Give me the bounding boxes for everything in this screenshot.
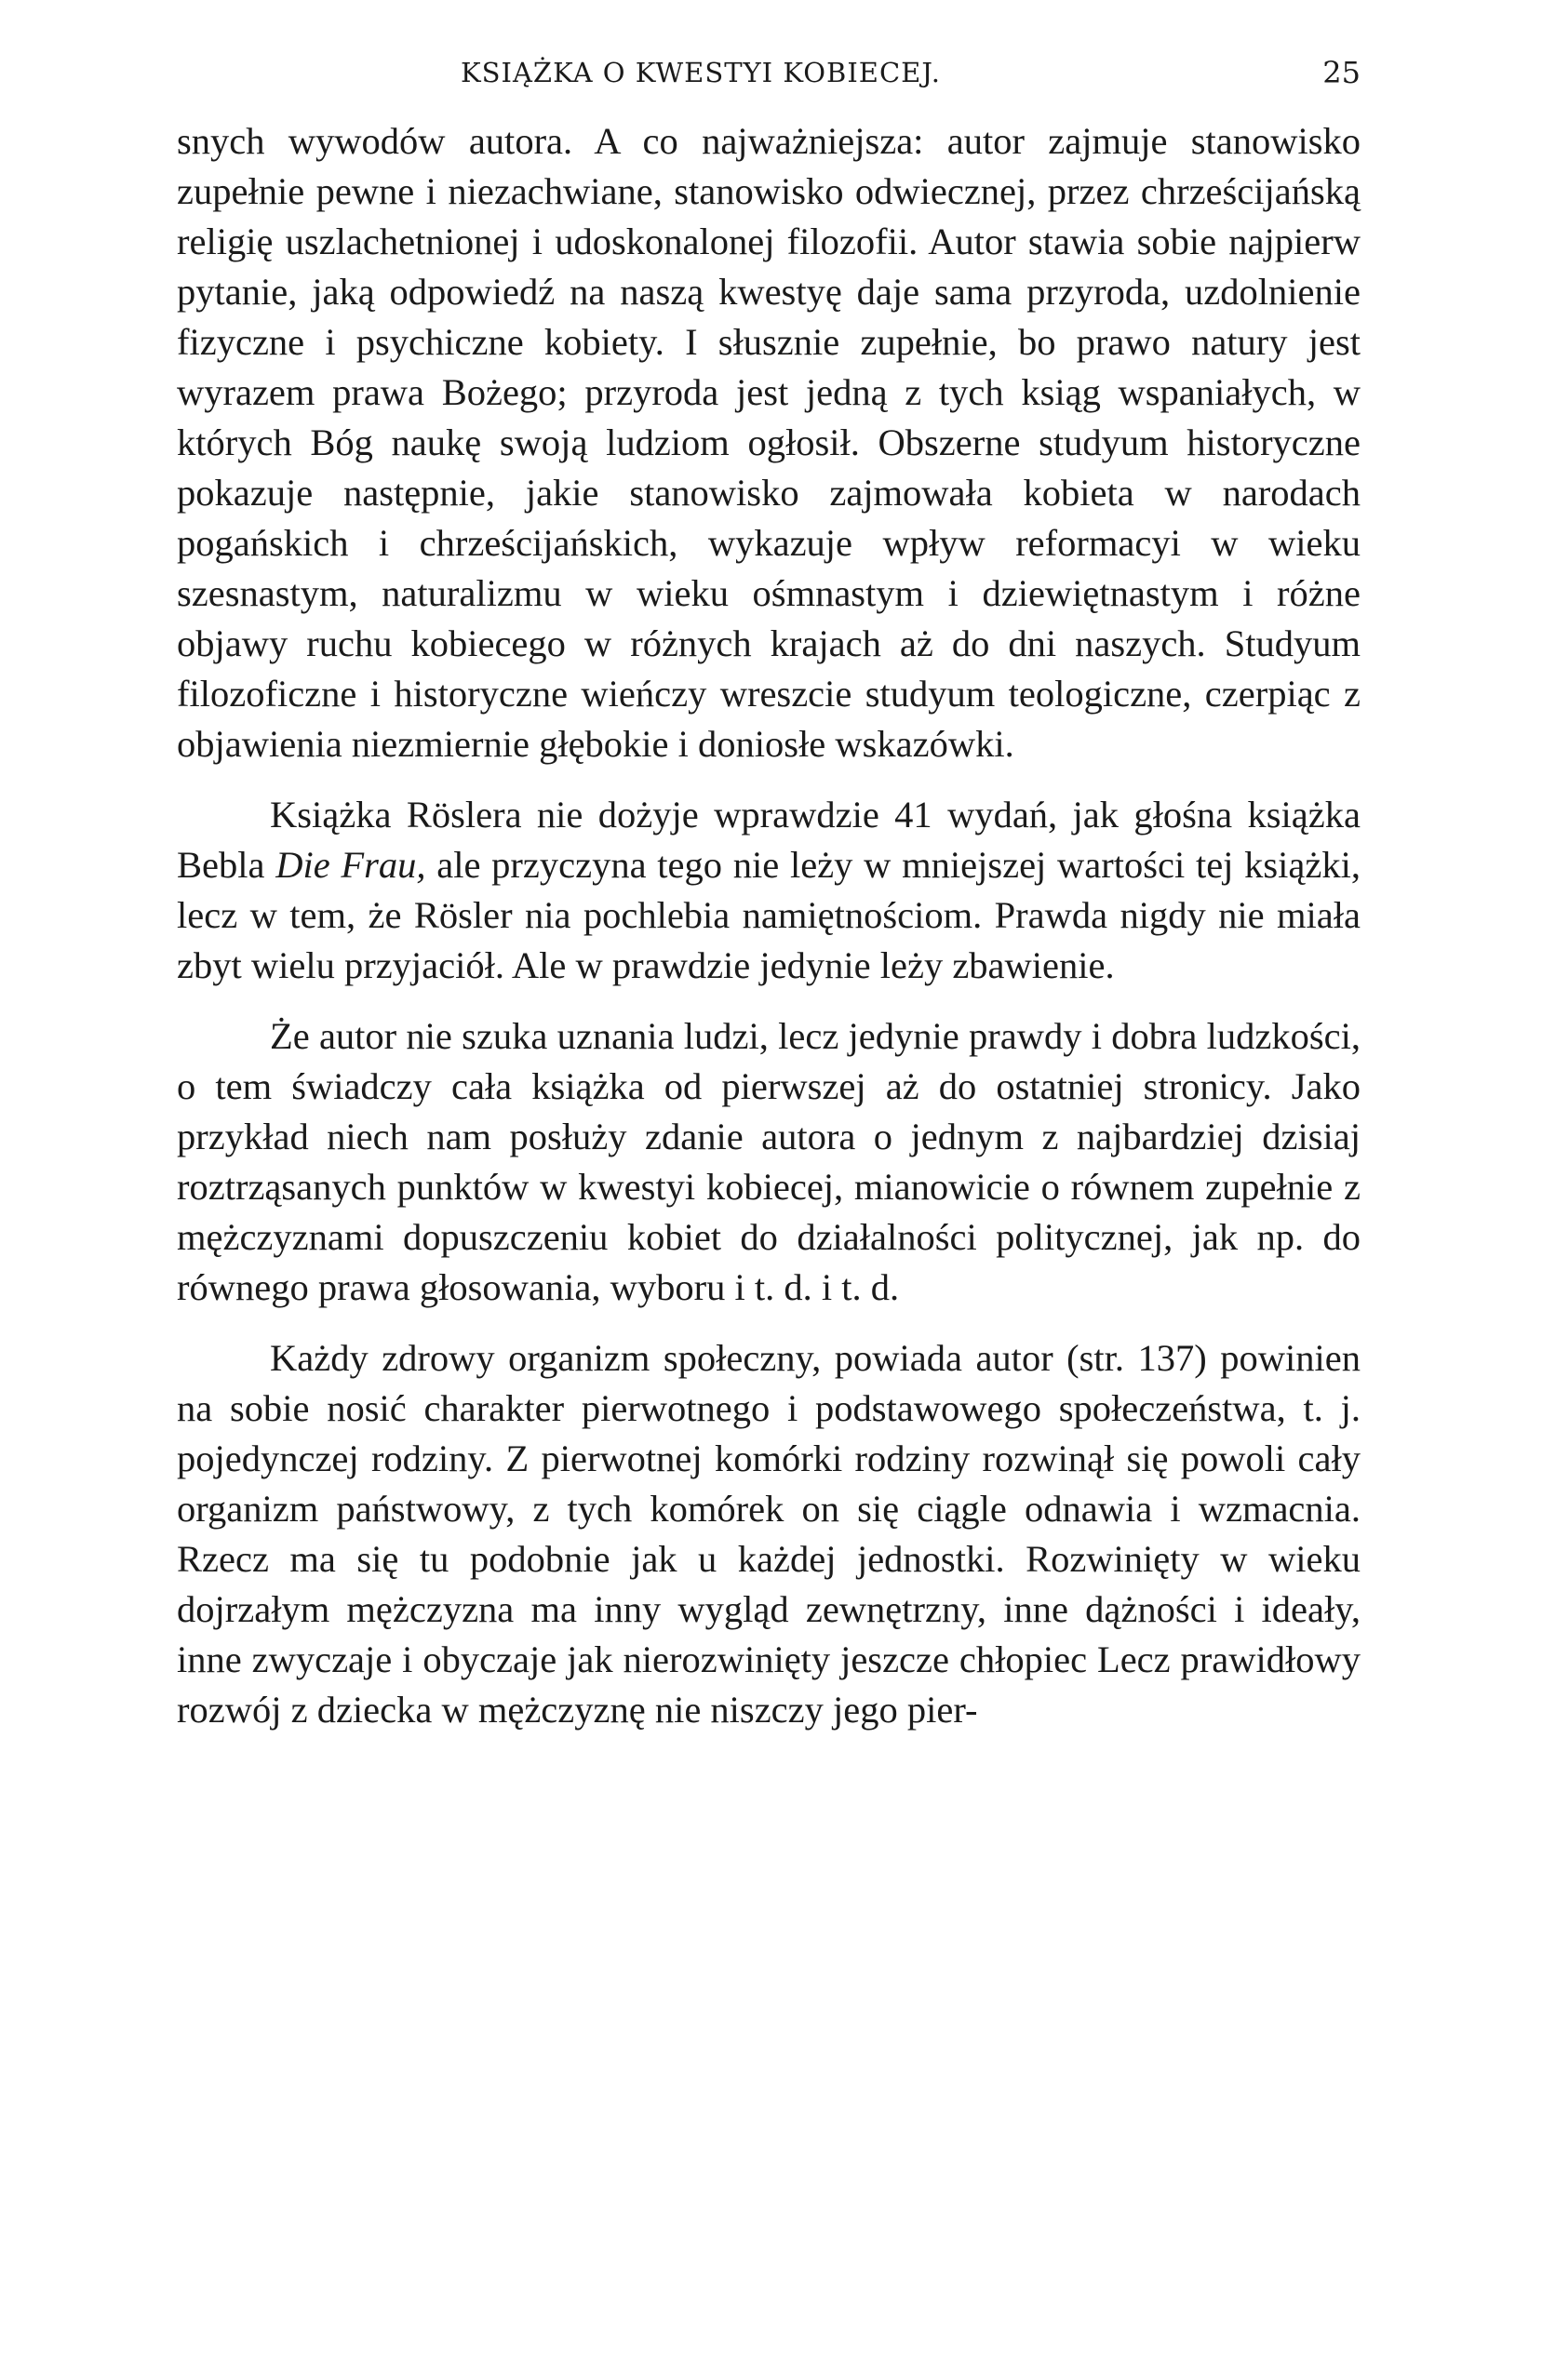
running-title: KSIĄŻKA O KWESTYI KOBIECEJ. (461, 57, 941, 88)
paragraph-1: snych wywodów autora. A co najważniejsza: autor zajmuje stanowisko zupełnie pewne i niezachwiane, stanowisko odwiecznej, przez chrześcijańską religię uszlachetnionej i udoskonalonej filozofii. Autor stawia sobie najpierw pytanie, jaką odpowiedź na naszą kwestyę daje sama przyroda, uzdolnienie fizyczne i psychiczne kobiety. I słusznie zupełnie, bo prawo natury jest wyrazem prawa Bożego; przyroda jest jedną z tych ksiąg wspaniałych, w których Bóg naukę swoją ludziom ogłosił. Obszerne studyum historyczne pokazuje następnie, jakie stanowisko zajmowała kobieta w narodach pogańskich i chrześcijańskich, wykazuje wpływ reformacyi w wieku szesnastym, naturalizmu w wieku ośmnastym i dziewiętnastym i różne objawy ruchu kobiecego w różnych krajach aż do dni naszych. Studyum filozoficzne i historyczne wieńczy wreszcie studyum teologiczne, czerpiąc z objawienia niezmiernie głębokie i doniosłe wskazówki. (177, 120, 1361, 765)
paragraph-gap (177, 1313, 1361, 1333)
paragraph-2-after: ale przyczyna tego nie leży w mniejszej wartości tej książki, lecz w tem, że Rösler nia pochlebia namiętnościom. Prawda nigdy nie miała zbyt wielu przyjaciół. Ale w prawdzie jedynie leży zbawienie. (177, 844, 1361, 986)
paragraph-2 (177, 790, 1361, 991)
book-title-die-frau: Die Frau, (275, 844, 426, 886)
page-header (177, 45, 1361, 100)
paragraph-2-before: Książka Röslera nie dożyje wprawdzie 41 wydań, jak głośna książka Bebla (177, 794, 1361, 886)
paragraph-gap (177, 769, 1361, 790)
body-text (177, 116, 1361, 1735)
page-number: 25 (1322, 55, 1361, 90)
paragraph-3: Że autor nie szuka uznania ludzi, lecz jedynie prawdy i dobra ludzkości, o tem świadczy cała książka od pierwszej aż do ostatniej stronicy. Jako przykład niech nam posłuży zdanie autora o jednym z najbardziej dzisiaj roztrząsanych punktów w kwestyi kobiecej, mianowicie o równem zupełnie z mężczyznami dopuszczeniu kobiet do działalności politycznej, jak np. do równego prawa głosowania, wyboru i t. d. i t. d. (177, 1015, 1361, 1308)
paragraph-gap (177, 991, 1361, 1011)
paragraph-4: Każdy zdrowy organizm społeczny, powiada autor (str. 137) powinien na sobie nosić charakter pierwotnego i podstawowego społeczeństwa, t. j. pojedynczej rodziny. Z pierwotnej komórki rodziny rozwinął się powoli cały organizm państwowy, z tych komórek on się ciągle odnawia i wzmacnia. Rzecz ma się tu podobnie jak u każdej jednostki. Rozwinięty w wieku dojrzałym mężczyzna ma inny wygląd zewnętrzny, inne dążności i ideały, inne zwyczaje i obyczaje jak nierozwinięty jeszcze chłopiec Lecz prawidłowy rozwój z dziecka w mężczyznę nie niszczy jego pier- (177, 1337, 1361, 1731)
